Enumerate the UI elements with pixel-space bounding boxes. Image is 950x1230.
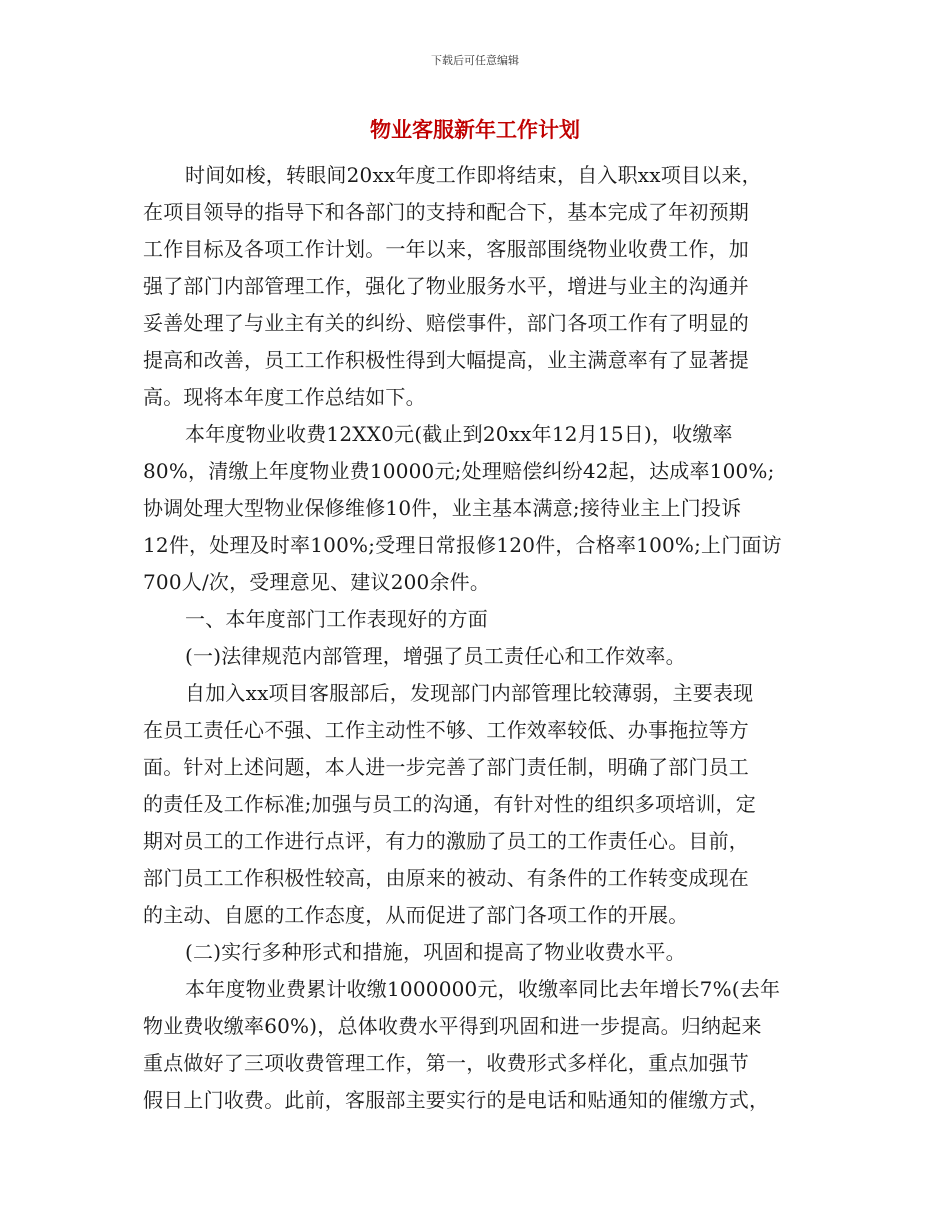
body-text-line: 在员工责任心不强、工作主动性不够、工作效率较低、办事拖拉等方 <box>143 718 749 742</box>
body-text-line: (一)法律规范内部管理，增强了员工责任心和工作效率。 <box>185 644 686 668</box>
body-text-line: 80%，清缴上年度物业费10000元;处理赔偿纠纷42起，达成率100%; <box>143 459 775 483</box>
body-text-line: 物业费收缴率60%)，总体收费水平得到巩固和进一步提高。归纳起来 <box>143 1014 762 1038</box>
body-text-line: 在项目领导的指导下和各部门的支持和配合下，基本完成了年初预期 <box>143 200 749 224</box>
body-text-line: 提高和改善，员工工作积极性得到大幅提高，业主满意率有了显著提 <box>143 348 749 372</box>
body-text-line: 本年度物业收费12XX0元(截止到20xx年12月15日)，收缴率 <box>185 422 733 446</box>
body-text-line: 协调处理大型物业保修维修10件，业主基本满意;接待业主上门投诉 <box>143 496 742 520</box>
body-text-line: 强了部门内部管理工作，强化了物业服务水平，增进与业主的沟通并 <box>143 274 749 298</box>
body-text-line: 一、本年度部门工作表现好的方面 <box>185 607 488 631</box>
body-text-line: 部门员工工作积极性较高，由原来的被动、有条件的工作转变成现在 <box>143 866 749 890</box>
page-header-note: 下载后可任意编辑 <box>431 54 519 67</box>
body-text-line: 的责任及工作标准;加强与员工的沟通，有针对性的组织多项培训，定 <box>143 792 756 816</box>
body-text-line: 本年度物业费累计收缴1000000元，收缴率同比去年增长7%(去年 <box>185 977 781 1001</box>
document-title: 物业客服新年工作计划 <box>370 118 580 142</box>
body-text-line: 假日上门收费。此前，客服部主要实行的是电话和贴通知的催缴方式， <box>143 1088 770 1112</box>
body-text-line: 重点做好了三项收费管理工作，第一，收费形式多样化，重点加强节 <box>143 1051 749 1075</box>
body-text-line: (二)实行多种形式和措施，巩固和提高了物业收费水平。 <box>185 940 686 964</box>
body-text-line: 700人/次，受理意见、建议200余件。 <box>143 570 491 594</box>
body-text-line: 的主动、自愿的工作态度，从而促进了部门各项工作的开展。 <box>143 903 689 927</box>
body-text-line: 工作目标及各项工作计划。一年以来，客服部围绕物业收费工作，加 <box>143 237 749 261</box>
document-body <box>143 157 813 1119</box>
body-text-line: 12件，处理及时率100%;受理日常报修120件，合格率100%;上门面访 <box>143 533 782 557</box>
body-text-line: 高。现将本年度工作总结如下。 <box>143 385 426 409</box>
body-text-line: 时间如梭，转眼间20xx年度工作即将结束，自入职xx项目以来， <box>185 163 762 187</box>
body-text-line: 妥善处理了与业主有关的纠纷、赔偿事件，部门各项工作有了明显的 <box>143 311 749 335</box>
body-text-line: 面。针对上述问题，本人进一步完善了部门责任制，明确了部门员工 <box>143 755 749 779</box>
body-text-line: 自加入xx项目客服部后，发现部门内部管理比较薄弱，主要表现 <box>185 681 754 705</box>
body-text-line: 期对员工的工作进行点评，有力的激励了员工的工作责任心。目前， <box>143 829 749 853</box>
